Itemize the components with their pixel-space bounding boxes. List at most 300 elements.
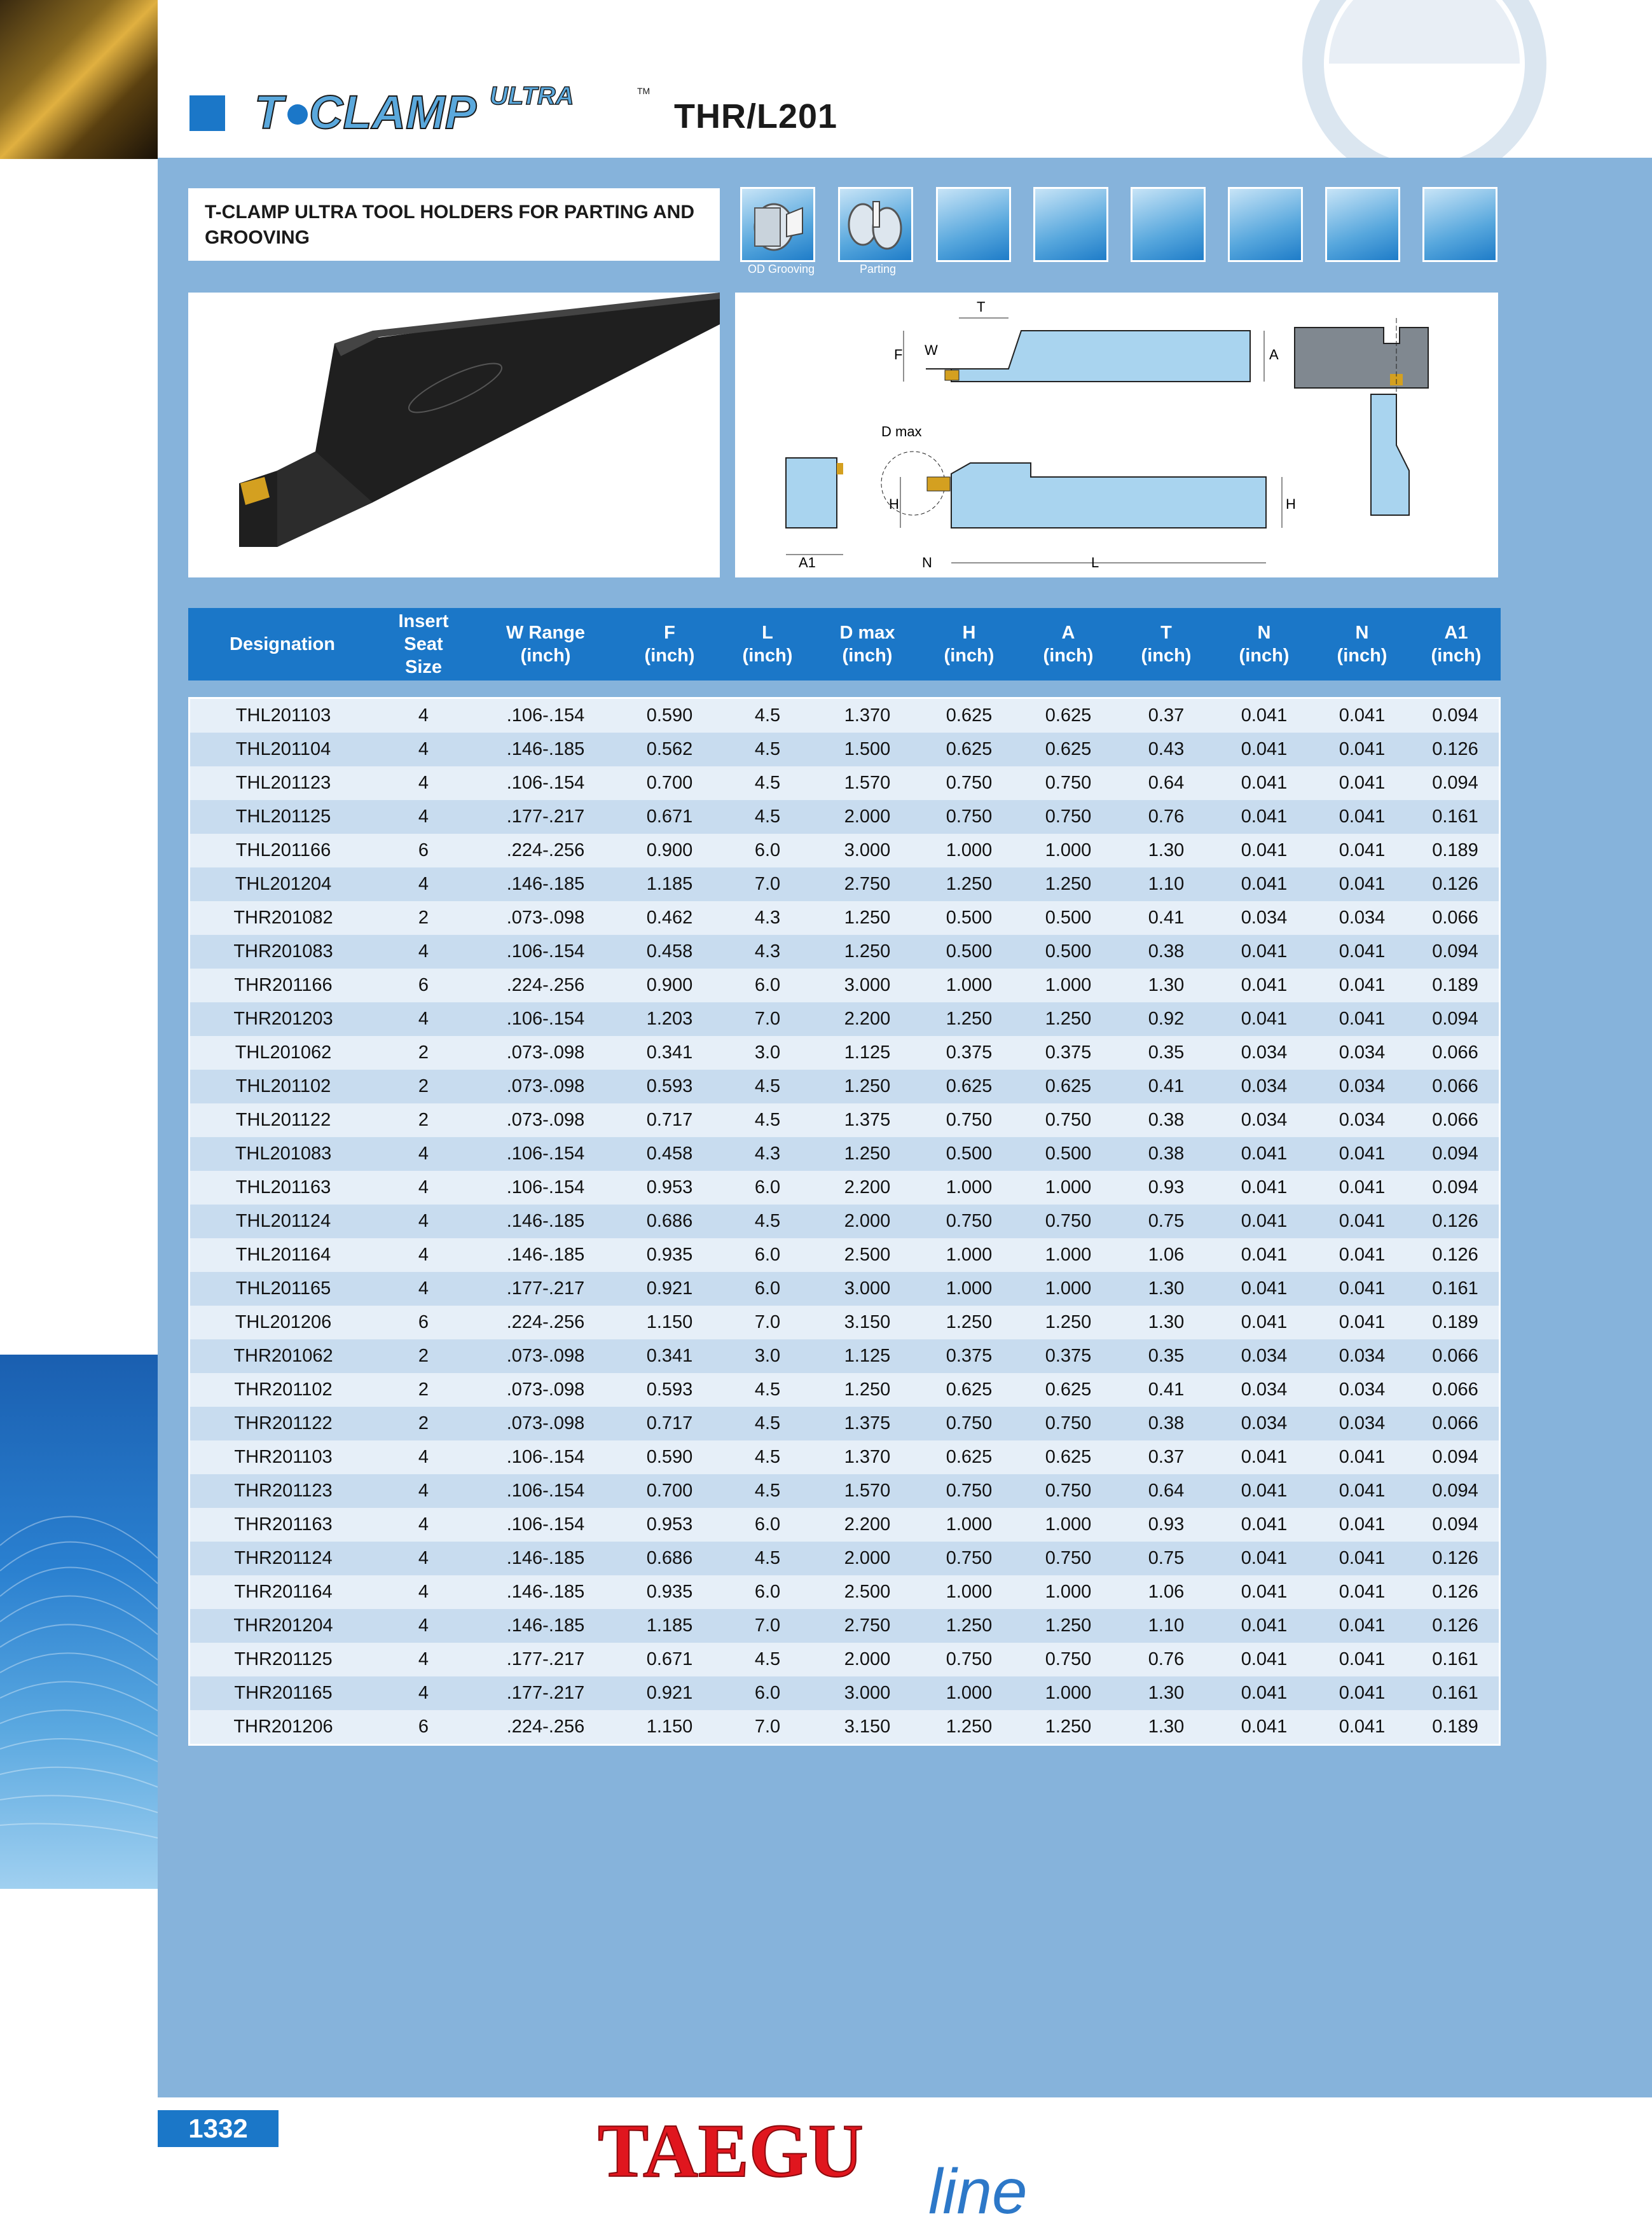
table-row xyxy=(188,1070,1501,1103)
cell-a: 0.750 xyxy=(1020,1542,1117,1575)
col-header-a1: A1 (inch) xyxy=(1412,608,1501,680)
product-code: THR/L201 xyxy=(674,97,838,135)
cell-w-range: .146-.185 xyxy=(471,1238,621,1272)
cell-w-range: .224-.256 xyxy=(471,834,621,867)
cell-t: 0.38 xyxy=(1117,1137,1216,1171)
cell-f: 0.700 xyxy=(621,766,719,800)
cell-l: 4.3 xyxy=(719,1137,816,1171)
cell-l: 3.0 xyxy=(719,1036,816,1070)
cell-h: 1.250 xyxy=(918,1710,1020,1746)
cell-dmax: 1.370 xyxy=(816,697,918,733)
cell-a: 1.000 xyxy=(1020,1508,1117,1542)
cell-f: 1.150 xyxy=(621,1710,719,1746)
cell-t: 0.38 xyxy=(1117,1407,1216,1440)
cell-n2: 0.034 xyxy=(1312,1339,1412,1373)
cell-a1: 0.189 xyxy=(1412,969,1501,1002)
cell-dmax: 2.200 xyxy=(816,1171,918,1205)
table-row xyxy=(188,766,1501,800)
cell-h: 0.750 xyxy=(918,1205,1020,1238)
cell-f: 0.462 xyxy=(621,901,719,935)
cell-n: 0.041 xyxy=(1216,935,1312,969)
cell-insert-seat-size: 4 xyxy=(376,800,471,834)
table-row xyxy=(188,867,1501,901)
table-row xyxy=(188,697,1501,733)
cell-h: 0.750 xyxy=(918,1643,1020,1676)
cell-a1: 0.161 xyxy=(1412,1643,1501,1676)
cell-t: 1.10 xyxy=(1117,867,1216,901)
cell-a1: 0.094 xyxy=(1412,1508,1501,1542)
cell-t: 0.35 xyxy=(1117,1339,1216,1373)
cell-designation: THR201166 xyxy=(188,969,376,1002)
cell-l: 6.0 xyxy=(719,1171,816,1205)
cell-f: 0.671 xyxy=(621,1643,719,1676)
cell-t: 0.35 xyxy=(1117,1036,1216,1070)
brand-sub: line xyxy=(928,2156,1028,2227)
cell-n2: 0.041 xyxy=(1312,867,1412,901)
table-row xyxy=(188,1710,1501,1746)
table-row xyxy=(188,1002,1501,1036)
cell-w-range: .146-.185 xyxy=(471,1205,621,1238)
cell-a1: 0.126 xyxy=(1412,867,1501,901)
cell-w-range: .073-.098 xyxy=(471,1036,621,1070)
cell-insert-seat-size: 4 xyxy=(376,1171,471,1205)
cell-w-range: .146-.185 xyxy=(471,1575,621,1609)
cell-dmax: 3.150 xyxy=(816,1710,918,1746)
cell-h: 0.500 xyxy=(918,901,1020,935)
cell-n: 0.041 xyxy=(1216,800,1312,834)
application-slot-icon xyxy=(936,187,1011,262)
cell-insert-seat-size: 4 xyxy=(376,1542,471,1575)
cell-n2: 0.041 xyxy=(1312,766,1412,800)
cell-t: 1.30 xyxy=(1117,969,1216,1002)
cell-dmax: 1.250 xyxy=(816,1137,918,1171)
cell-n2: 0.041 xyxy=(1312,1474,1412,1508)
cell-n: 0.041 xyxy=(1216,1542,1312,1575)
cell-h: 1.000 xyxy=(918,1272,1020,1306)
cell-f: 0.700 xyxy=(621,1474,719,1508)
cell-designation: THL201125 xyxy=(188,800,376,834)
parting-label: Parting xyxy=(860,263,897,275)
cell-a: 0.375 xyxy=(1020,1036,1117,1070)
cell-a: 1.000 xyxy=(1020,1575,1117,1609)
cell-designation: THL201083 xyxy=(188,1137,376,1171)
cell-f: 0.458 xyxy=(621,1137,719,1171)
application-slot-icon xyxy=(1422,187,1497,262)
cell-designation: THL201124 xyxy=(188,1205,376,1238)
cell-w-range: .106-.154 xyxy=(471,1440,621,1474)
cell-insert-seat-size: 4 xyxy=(376,1676,471,1710)
cell-f: 0.935 xyxy=(621,1238,719,1272)
cell-a1: 0.189 xyxy=(1412,1306,1501,1339)
cell-designation: THR201124 xyxy=(188,1542,376,1575)
cell-a: 0.375 xyxy=(1020,1339,1117,1373)
cell-dmax: 1.500 xyxy=(816,733,918,766)
cell-f: 1.185 xyxy=(621,1609,719,1643)
specifications-table xyxy=(188,608,1501,1746)
cell-a: 1.000 xyxy=(1020,1238,1117,1272)
cell-a: 0.750 xyxy=(1020,1643,1117,1676)
cell-l: 6.0 xyxy=(719,1238,816,1272)
table-row xyxy=(188,1238,1501,1272)
cell-a: 0.625 xyxy=(1020,1070,1117,1103)
cell-insert-seat-size: 2 xyxy=(376,1339,471,1373)
cell-f: 0.686 xyxy=(621,1205,719,1238)
cell-dmax: 2.750 xyxy=(816,1609,918,1643)
cell-n2: 0.041 xyxy=(1312,1542,1412,1575)
table-row xyxy=(188,1373,1501,1407)
col-header-f: F (inch) xyxy=(621,608,719,680)
application-slot-icon xyxy=(1325,187,1400,262)
cell-n2: 0.041 xyxy=(1312,1676,1412,1710)
cell-t: 0.37 xyxy=(1117,697,1216,733)
svg-text:ULTRA: ULTRA xyxy=(490,82,574,110)
cell-n: 0.041 xyxy=(1216,1575,1312,1609)
cell-t: 0.41 xyxy=(1117,1070,1216,1103)
cell-insert-seat-size: 2 xyxy=(376,1036,471,1070)
cell-n2: 0.041 xyxy=(1312,935,1412,969)
cell-dmax: 2.500 xyxy=(816,1575,918,1609)
cell-l: 4.3 xyxy=(719,935,816,969)
cell-dmax: 2.200 xyxy=(816,1002,918,1036)
table-row xyxy=(188,969,1501,1002)
table-row xyxy=(188,1407,1501,1440)
cell-t: 0.64 xyxy=(1117,766,1216,800)
cell-designation: THR201083 xyxy=(188,935,376,969)
cell-t: 1.30 xyxy=(1117,1710,1216,1746)
cell-a1: 0.094 xyxy=(1412,697,1501,733)
cell-a1: 0.161 xyxy=(1412,800,1501,834)
cell-n2: 0.041 xyxy=(1312,1306,1412,1339)
cell-designation: THL201206 xyxy=(188,1306,376,1339)
table-row xyxy=(188,1205,1501,1238)
cell-insert-seat-size: 2 xyxy=(376,1407,471,1440)
cell-l: 4.5 xyxy=(719,1103,816,1137)
cell-l: 4.5 xyxy=(719,733,816,766)
cell-designation: THR201165 xyxy=(188,1676,376,1710)
cell-f: 0.900 xyxy=(621,834,719,867)
cell-w-range: .224-.256 xyxy=(471,1306,621,1339)
cell-dmax: 2.750 xyxy=(816,867,918,901)
label-dmax: D max xyxy=(881,424,922,439)
cell-h: 0.750 xyxy=(918,800,1020,834)
label-a: A xyxy=(1269,347,1279,363)
cell-insert-seat-size: 4 xyxy=(376,1440,471,1474)
cell-h: 1.000 xyxy=(918,1676,1020,1710)
cell-a1: 0.094 xyxy=(1412,1474,1501,1508)
cell-n2: 0.041 xyxy=(1312,1238,1412,1272)
cell-dmax: 3.000 xyxy=(816,1272,918,1306)
cell-t: 0.92 xyxy=(1117,1002,1216,1036)
cell-n2: 0.041 xyxy=(1312,1508,1412,1542)
table-row xyxy=(188,1643,1501,1676)
cell-h: 1.000 xyxy=(918,1575,1020,1609)
cell-l: 7.0 xyxy=(719,867,816,901)
cell-l: 4.5 xyxy=(719,1070,816,1103)
col-header-l: L (inch) xyxy=(719,608,816,680)
cell-f: 0.593 xyxy=(621,1070,719,1103)
cell-f: 0.953 xyxy=(621,1171,719,1205)
cell-designation: THL201104 xyxy=(188,733,376,766)
cell-a: 1.250 xyxy=(1020,1002,1117,1036)
cell-designation: THR201206 xyxy=(188,1710,376,1746)
cell-h: 0.750 xyxy=(918,1103,1020,1137)
cell-a1: 0.126 xyxy=(1412,1542,1501,1575)
table-row xyxy=(188,1542,1501,1575)
cell-dmax: 3.000 xyxy=(816,1676,918,1710)
left-strip xyxy=(0,0,158,2231)
cell-designation: THR201164 xyxy=(188,1575,376,1609)
cell-insert-seat-size: 4 xyxy=(376,1508,471,1542)
cell-h: 0.500 xyxy=(918,1137,1020,1171)
cell-designation: THR201204 xyxy=(188,1609,376,1643)
table-row xyxy=(188,1609,1501,1643)
cell-a: 1.250 xyxy=(1020,867,1117,901)
cell-f: 1.185 xyxy=(621,867,719,901)
cell-w-range: .106-.154 xyxy=(471,935,621,969)
cell-designation: THL201165 xyxy=(188,1272,376,1306)
cell-designation: THL201163 xyxy=(188,1171,376,1205)
cell-w-range: .106-.154 xyxy=(471,1002,621,1036)
cell-n: 0.041 xyxy=(1216,867,1312,901)
cell-w-range: .146-.185 xyxy=(471,1609,621,1643)
cell-w-range: .146-.185 xyxy=(471,1542,621,1575)
cell-w-range: .073-.098 xyxy=(471,901,621,935)
cell-a1: 0.094 xyxy=(1412,1002,1501,1036)
cell-t: 1.06 xyxy=(1117,1575,1216,1609)
col-header-n: N (inch) xyxy=(1216,608,1312,680)
cell-n: 0.034 xyxy=(1216,1070,1312,1103)
cell-l: 6.0 xyxy=(719,1508,816,1542)
cell-n: 0.041 xyxy=(1216,766,1312,800)
description-box xyxy=(188,188,720,261)
cell-n: 0.041 xyxy=(1216,1710,1312,1746)
cell-t: 0.93 xyxy=(1117,1508,1216,1542)
cell-dmax: 2.200 xyxy=(816,1508,918,1542)
cell-w-range: .177-.217 xyxy=(471,1272,621,1306)
label-l: L xyxy=(1091,555,1099,570)
cell-dmax: 3.000 xyxy=(816,834,918,867)
cell-a: 0.625 xyxy=(1020,697,1117,733)
cell-f: 0.686 xyxy=(621,1542,719,1575)
cell-a: 0.750 xyxy=(1020,800,1117,834)
cell-dmax: 1.250 xyxy=(816,1070,918,1103)
cell-f: 0.341 xyxy=(621,1036,719,1070)
cell-h: 0.625 xyxy=(918,733,1020,766)
table-row xyxy=(188,1103,1501,1137)
cell-l: 4.5 xyxy=(719,1407,816,1440)
cell-n2: 0.034 xyxy=(1312,1103,1412,1137)
cell-n2: 0.034 xyxy=(1312,1070,1412,1103)
cell-n: 0.041 xyxy=(1216,1171,1312,1205)
cell-t: 1.06 xyxy=(1117,1238,1216,1272)
cell-h: 1.000 xyxy=(918,969,1020,1002)
cell-a1: 0.126 xyxy=(1412,1575,1501,1609)
cell-a: 1.250 xyxy=(1020,1306,1117,1339)
race-car-photo xyxy=(0,0,158,159)
cell-dmax: 1.570 xyxy=(816,766,918,800)
cell-a: 1.000 xyxy=(1020,1676,1117,1710)
cell-a: 1.250 xyxy=(1020,1710,1117,1746)
cell-designation: THR201102 xyxy=(188,1373,376,1407)
cell-t: 1.30 xyxy=(1117,1306,1216,1339)
cell-n: 0.041 xyxy=(1216,834,1312,867)
cell-dmax: 3.150 xyxy=(816,1306,918,1339)
cell-n: 0.041 xyxy=(1216,1643,1312,1676)
cell-t: 1.30 xyxy=(1117,834,1216,867)
cell-n2: 0.034 xyxy=(1312,1373,1412,1407)
cell-l: 6.0 xyxy=(719,834,816,867)
cell-designation: THL201204 xyxy=(188,867,376,901)
cell-n2: 0.041 xyxy=(1312,834,1412,867)
cell-l: 4.5 xyxy=(719,1373,816,1407)
table-body xyxy=(188,697,1501,1746)
technical-drawing xyxy=(735,293,1498,577)
cell-a: 0.500 xyxy=(1020,901,1117,935)
cell-designation: THR201082 xyxy=(188,901,376,935)
cell-t: 0.41 xyxy=(1117,1373,1216,1407)
cell-n2: 0.041 xyxy=(1312,969,1412,1002)
cell-w-range: .073-.098 xyxy=(471,1373,621,1407)
svg-text:TM: TM xyxy=(637,86,650,96)
cell-insert-seat-size: 4 xyxy=(376,1474,471,1508)
cell-a1: 0.189 xyxy=(1412,1710,1501,1746)
cell-h: 1.250 xyxy=(918,1306,1020,1339)
table-row xyxy=(188,901,1501,935)
cell-n: 0.041 xyxy=(1216,1002,1312,1036)
cell-t: 0.75 xyxy=(1117,1205,1216,1238)
cell-insert-seat-size: 4 xyxy=(376,1205,471,1238)
cell-a: 1.000 xyxy=(1020,969,1117,1002)
cell-dmax: 2.000 xyxy=(816,1542,918,1575)
cell-n: 0.041 xyxy=(1216,697,1312,733)
cell-f: 0.671 xyxy=(621,800,719,834)
cell-l: 4.5 xyxy=(719,1643,816,1676)
cell-a1: 0.126 xyxy=(1412,733,1501,766)
table-row xyxy=(188,834,1501,867)
cell-w-range: .073-.098 xyxy=(471,1103,621,1137)
cell-w-range: .073-.098 xyxy=(471,1407,621,1440)
cell-n2: 0.034 xyxy=(1312,1407,1412,1440)
table-row xyxy=(188,1036,1501,1070)
cell-insert-seat-size: 4 xyxy=(376,1575,471,1609)
cell-t: 0.76 xyxy=(1117,800,1216,834)
cell-w-range: .224-.256 xyxy=(471,969,621,1002)
cell-n: 0.041 xyxy=(1216,1609,1312,1643)
cell-w-range: .073-.098 xyxy=(471,1339,621,1373)
cell-t: 0.38 xyxy=(1117,1103,1216,1137)
cell-a: 1.000 xyxy=(1020,1171,1117,1205)
cell-dmax: 1.125 xyxy=(816,1036,918,1070)
cell-t: 0.64 xyxy=(1117,1474,1216,1508)
cell-t: 0.93 xyxy=(1117,1171,1216,1205)
col-header-w-range: W Range (inch) xyxy=(471,608,621,680)
cell-l: 4.5 xyxy=(719,697,816,733)
cell-l: 7.0 xyxy=(719,1609,816,1643)
cell-h: 1.250 xyxy=(918,1002,1020,1036)
cell-w-range: .106-.154 xyxy=(471,1137,621,1171)
cell-w-range: .073-.098 xyxy=(471,1070,621,1103)
table-row xyxy=(188,1171,1501,1205)
cell-f: 1.150 xyxy=(621,1306,719,1339)
cell-n2: 0.041 xyxy=(1312,1575,1412,1609)
cell-w-range: .106-.154 xyxy=(471,1508,621,1542)
cell-a1: 0.066 xyxy=(1412,1339,1501,1373)
cell-a: 1.000 xyxy=(1020,1272,1117,1306)
cell-a: 0.750 xyxy=(1020,1103,1117,1137)
cell-f: 0.953 xyxy=(621,1508,719,1542)
cell-n: 0.034 xyxy=(1216,1407,1312,1440)
cell-insert-seat-size: 2 xyxy=(376,1103,471,1137)
col-header-n: N (inch) xyxy=(1312,608,1412,680)
cell-w-range: .146-.185 xyxy=(471,867,621,901)
cell-dmax: 2.000 xyxy=(816,1643,918,1676)
cell-f: 0.341 xyxy=(621,1339,719,1373)
cell-insert-seat-size: 4 xyxy=(376,1272,471,1306)
cell-a1: 0.066 xyxy=(1412,1407,1501,1440)
table-row xyxy=(188,733,1501,766)
cell-designation: THR201122 xyxy=(188,1407,376,1440)
cell-n2: 0.034 xyxy=(1312,1036,1412,1070)
cell-l: 4.5 xyxy=(719,1474,816,1508)
cell-h: 0.750 xyxy=(918,1474,1020,1508)
cell-h: 0.625 xyxy=(918,1373,1020,1407)
cell-h: 1.000 xyxy=(918,1171,1020,1205)
cell-n2: 0.034 xyxy=(1312,901,1412,935)
cell-designation: THR201062 xyxy=(188,1339,376,1373)
page-number: 1332 xyxy=(158,2110,279,2147)
cell-a1: 0.066 xyxy=(1412,1103,1501,1137)
cell-l: 6.0 xyxy=(719,1575,816,1609)
cell-n: 0.034 xyxy=(1216,1373,1312,1407)
cell-l: 6.0 xyxy=(719,1676,816,1710)
cell-w-range: .146-.185 xyxy=(471,733,621,766)
cell-insert-seat-size: 4 xyxy=(376,1609,471,1643)
cell-t: 0.43 xyxy=(1117,733,1216,766)
cell-t: 1.10 xyxy=(1117,1609,1216,1643)
cell-f: 0.935 xyxy=(621,1575,719,1609)
cell-h: 0.625 xyxy=(918,697,1020,733)
cell-insert-seat-size: 6 xyxy=(376,834,471,867)
cell-a1: 0.066 xyxy=(1412,901,1501,935)
cell-n2: 0.041 xyxy=(1312,1171,1412,1205)
cell-insert-seat-size: 4 xyxy=(376,1238,471,1272)
cell-n2: 0.041 xyxy=(1312,1002,1412,1036)
cell-t: 0.37 xyxy=(1117,1440,1216,1474)
col-header-h: H (inch) xyxy=(918,608,1020,680)
cell-a1: 0.094 xyxy=(1412,1440,1501,1474)
cell-h: 0.375 xyxy=(918,1339,1020,1373)
od-grooving-label: OD Grooving xyxy=(748,263,815,275)
cell-a: 0.500 xyxy=(1020,1137,1117,1171)
cell-n: 0.041 xyxy=(1216,1440,1312,1474)
cell-n: 0.041 xyxy=(1216,1272,1312,1306)
cell-w-range: .177-.217 xyxy=(471,1676,621,1710)
cell-a1: 0.094 xyxy=(1412,1137,1501,1171)
cell-l: 4.5 xyxy=(719,1542,816,1575)
cell-t: 0.76 xyxy=(1117,1643,1216,1676)
wave-graphic xyxy=(0,1355,158,1889)
description-text: T-CLAMP ULTRA TOOL HOLDERS FOR PARTING AND GROOVING xyxy=(205,202,694,248)
cell-l: 6.0 xyxy=(719,1272,816,1306)
label-t: T xyxy=(977,299,986,315)
cell-f: 0.921 xyxy=(621,1272,719,1306)
cell-l: 3.0 xyxy=(719,1339,816,1373)
cell-designation: THR201123 xyxy=(188,1474,376,1508)
cell-l: 4.5 xyxy=(719,800,816,834)
cell-a1: 0.189 xyxy=(1412,834,1501,867)
cell-insert-seat-size: 2 xyxy=(376,1070,471,1103)
tool-holder-photo xyxy=(188,293,720,577)
